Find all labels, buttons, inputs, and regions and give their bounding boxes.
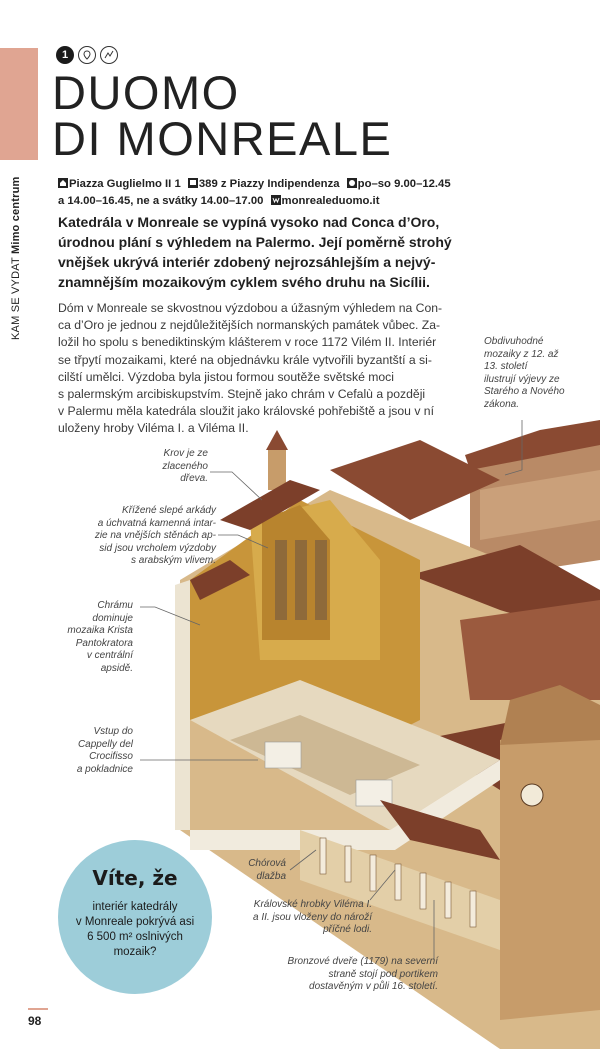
body-line: ca d’Oro je jednou z nejdůležitějších normanských památek vůbec. Za-	[58, 318, 441, 333]
caption-line: dostavěným v půli 16. století.	[309, 981, 438, 992]
did-you-know-text	[58, 900, 212, 960]
did-you-know-box	[58, 840, 212, 994]
caption-line: zákona.	[484, 398, 520, 410]
did-you-know-line: 6 500 m² oslnivých	[87, 931, 183, 943]
caption-line: 13. století	[484, 361, 528, 372]
lead-line: vnějšek ukrývá interiér zdobený nejrozsáhlejším a nejvý-	[58, 254, 436, 270]
body-line: uloženy hroby Viléma I. a Viléma II.	[58, 421, 249, 436]
caption-line: s arabským vlivem.	[130, 555, 216, 566]
caption-floor	[248, 858, 286, 883]
number-badge: 1	[56, 46, 74, 64]
caption-line: apsidě.	[100, 662, 133, 674]
website-link[interactable]: monrealeduomo.it	[281, 195, 380, 207]
lead-line: úrodnou plání s výhledem na Palermo. Její poměrně strohý	[58, 234, 452, 250]
caption-line: ilustrují výjevy ze	[484, 373, 560, 385]
caption-line: straně stojí pod portikem	[328, 968, 438, 980]
lead-line: znamnějším mozaikovým cyklem svého druhu na Sicílii.	[58, 274, 430, 290]
did-you-know-title: Víte, že	[92, 866, 178, 890]
caption-roof	[162, 448, 208, 486]
did-you-know-line: mozaik?	[113, 946, 157, 958]
page-number: 98	[28, 1014, 42, 1028]
caption-line: dlažba	[256, 870, 286, 882]
body-line: se třpytí mozaikami, které na objednávku krále vytvořili byzantští a si-	[58, 352, 432, 367]
caption-line: v centrální	[86, 650, 133, 661]
address: Piazza Guglielmo II 1	[69, 178, 181, 190]
section-label-normal: KAM SE VYDAT	[10, 257, 22, 340]
caption-arcades	[95, 505, 216, 568]
title-line-2: DI MONREALE	[52, 112, 393, 165]
body-line: v Palermu měla katedrála sloužit jako královské pohřebiště a jsou v ní	[58, 404, 434, 419]
caption-tombs	[253, 899, 372, 937]
caption-line: mozaiky z 12. až	[484, 348, 559, 360]
body-line: s palermským arcibiskupstvím. Stejně jako chrám v Cefalù a později	[58, 387, 426, 402]
lead-line: Katedrála v Monreale se vypíná vysoko nad Conca d’Oro,	[58, 214, 440, 230]
caption-doors	[288, 956, 438, 994]
caption-chapel	[77, 726, 133, 776]
caption-line: příčné lodi.	[323, 924, 372, 935]
caption-line: a pokladnice	[76, 763, 133, 775]
caption-line: Křížené slepé arkády	[122, 505, 216, 516]
caption-line: mozaika Krista	[67, 625, 133, 636]
leader-roof	[210, 472, 262, 500]
caption-line: Bronzové dveře (1179) na severní	[287, 956, 438, 967]
section-label-bold: Mimo centrum	[10, 176, 22, 255]
body-line: Dóm v Monreale se skvostnou výzdobou a úžasným výhledem na Con-	[58, 301, 443, 315]
caption-pantokrator	[67, 600, 133, 675]
caption-line: zie na vnějších stěnách ap-	[94, 530, 216, 541]
caption-mosaics	[484, 336, 565, 411]
caption-line: zlaceného	[162, 460, 208, 472]
page-number-accent	[28, 1008, 48, 1010]
caption-line: Vstup do	[93, 726, 133, 737]
body-line: cilští umělci. Výzdoba byla jistou formou soutěže světské moci	[58, 369, 394, 384]
caption-line: sid jsou vrcholem výzdoby	[99, 542, 216, 554]
caption-line: Crocifisso	[89, 751, 133, 762]
title-line-1: DUOMO	[52, 66, 240, 119]
caption-line: Pantokratora	[75, 637, 133, 649]
caption-line: dominuje	[92, 612, 133, 624]
caption-line: Obdivuhodné	[484, 336, 544, 347]
body-line: ložil ho spolu s benediktinským klášterem v roce 1172 Vilém II. Interiér	[58, 335, 437, 350]
caption-line: Starého a Nového	[484, 386, 565, 397]
bus-info: 389 z Piazzy Indipendenza	[198, 178, 340, 190]
did-you-know-line: interiér katedrály	[92, 901, 178, 913]
opening-hours-1: po–so 9.00–12.45	[357, 178, 451, 190]
caption-line: Královské hrobky Viléma I.	[253, 899, 372, 910]
caption-line: Chórová	[248, 858, 286, 869]
caption-line: a úchvatná kamenná intar-	[97, 517, 216, 529]
opening-hours-2: a 14.00–16.45, ne a svátky 14.00–17.00	[58, 195, 264, 207]
caption-line: Chrámu	[97, 600, 133, 611]
did-you-know-line: v Monreale pokrývá asi	[75, 916, 195, 928]
caption-line: Cappelly del	[77, 738, 133, 750]
caption-line: a II. jsou vloženy do nároží	[253, 911, 372, 923]
caption-line: Krov je ze	[163, 448, 208, 459]
caption-line: dřeva.	[180, 473, 208, 484]
